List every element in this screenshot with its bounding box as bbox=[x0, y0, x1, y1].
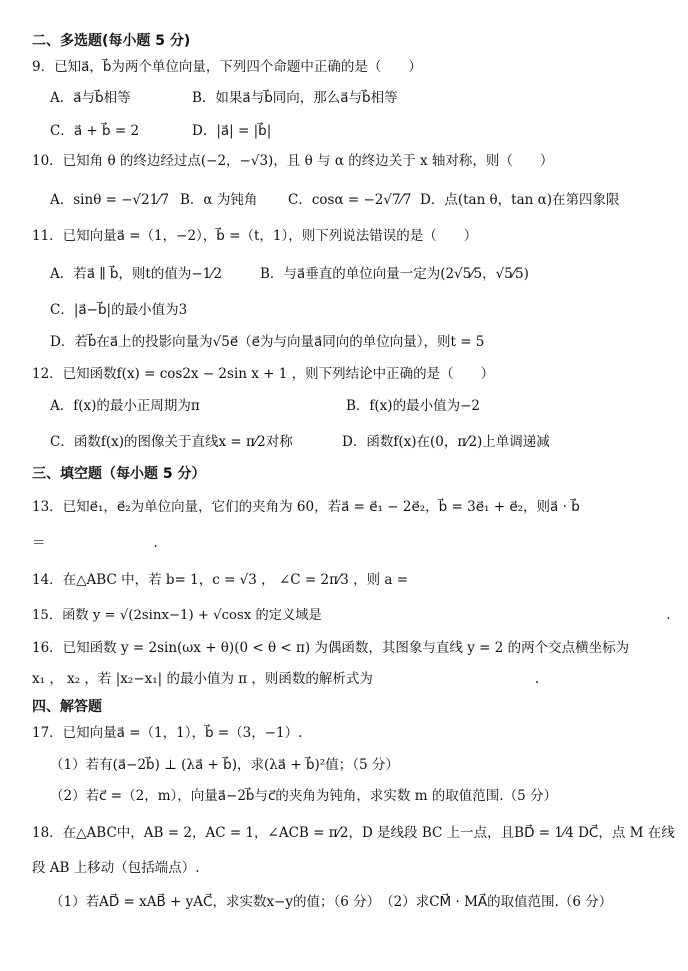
question-14: 14．在△ABC 中，若 b= 1，c = √3 ， ∠C = 2π⁄3 ，则 a = bbox=[32, 572, 409, 588]
question-9-option-a: A．a⃗与b⃗相等 bbox=[50, 90, 131, 106]
question-11-option-d: D．若b⃗在a⃗上的投影向量为√5e⃗（e⃗为与向量a⃗同向的单位向量），则t = 5 bbox=[50, 334, 485, 350]
question-9-option-b: B．如果a⃗与b⃗同向，那么a⃗与b⃗相等 bbox=[192, 90, 398, 106]
question-18-line2: 段 AB 上移动（包括端点）. bbox=[32, 860, 200, 876]
question-11-stem: 11．已知向量a⃗ =（1，−2），b⃗ =（t，1），则下列说法错误的是（ ） bbox=[32, 228, 478, 244]
question-18-parts: （1）若AD⃗ = xAB⃗ + yAC⃗，求实数x−y的值；（6 分） （2）求CM⃗ · MA⃗的取值范围.（6 分） bbox=[50, 894, 613, 910]
question-16-line2: x₁ ， x₂ ，若 |x₂−x₁| 的最小值为 π ，则函数的解析式为 . bbox=[32, 671, 540, 687]
question-11-option-b: B．与a⃗垂直的单位向量一定为(2√5⁄5，√5⁄5) bbox=[260, 266, 529, 282]
question-11-option-a: A．若a⃗ ∥ b⃗，则t的值为−1⁄2 bbox=[50, 266, 223, 282]
question-9-option-c: C．a⃗ + b⃗ = 2 bbox=[50, 123, 140, 139]
question-12-option-d: D．函数f(x)在(0，π⁄2)上单调递减 bbox=[342, 434, 550, 450]
section-fill-blank-title: 三、填空题（每小题 5 分） bbox=[32, 466, 206, 482]
question-10-option-b: B．α 为钝角 bbox=[180, 192, 258, 208]
question-12-option-c: C．函数f(x)的图像关于直线x = π⁄2对称 bbox=[50, 434, 293, 450]
question-9-option-d: D．|a⃗| = |b⃗| bbox=[192, 123, 272, 139]
question-16-line1: 16．已知函数 y = 2sin(ωx + θ)(0 < θ < π) 为偶函数，其图象与直线 y = 2 的两个交点横坐标为 bbox=[32, 640, 630, 656]
question-12-option-a: A．f(x)的最小正周期为π bbox=[50, 398, 200, 414]
question-13-line2: ＝ . bbox=[32, 535, 158, 551]
question-9-stem: 9．已知a⃗，b⃗为两个单位向量，下列四个命题中正确的是（ ） bbox=[32, 59, 422, 75]
question-17-part1: （1）若有(a⃗−2b⃗) ⊥ (λa⃗ + b⃗)，求(λa⃗ + b⃗)²值；（5 分） bbox=[50, 757, 399, 773]
question-10-option-a: A．sinθ = −√21⁄7 bbox=[50, 192, 170, 208]
question-11-option-c: C．|a⃗−b⃗|的最小值为3 bbox=[50, 302, 188, 318]
question-12-stem: 12．已知函数f(x) = cos2x − 2sin x + 1 ，则下列结论中正确的是（ ） bbox=[32, 366, 495, 382]
question-18-line1: 18．在△ABC中，AB = 2，AC = 1，∠ACB = π⁄2，D 是线段 BC 上一点，且BD⃗ = 1⁄4 DC⃗，点 M 在线 bbox=[32, 825, 675, 841]
section-solve-title: 四、解答题 bbox=[32, 699, 102, 715]
question-10-option-c: C．cosα = −2√7⁄7 bbox=[288, 192, 412, 208]
question-17-part2: （2）若c⃗ =（2，m），向量a⃗−2b⃗与c⃗的夹角为钝角，求实数 m 的取值范围.（5 分） bbox=[50, 788, 557, 804]
question-17-stem: 17．已知向量a⃗ =（1，1），b⃗ =（3，−1）. bbox=[32, 725, 303, 741]
question-10-stem: 10．已知角 θ 的终边经过点(−2，−√3)，且 θ 与 α 的终边关于 x 轴对称，则（ ） bbox=[32, 153, 554, 169]
question-13-line1: 13．已知e⃗₁，e⃗₂为单位向量，它们的夹角为 60，若a⃗ = e⃗₁ − 2e⃗₂，b⃗ = 3e⃗₁ + e⃗₂，则a⃗ · b⃗ bbox=[32, 499, 580, 515]
question-15: 15．函数 y = √(2sinx−1) + √cosx 的定义域是 . bbox=[32, 608, 671, 623]
question-12-option-b: B．f(x)的最小值为−2 bbox=[346, 398, 480, 414]
section-multi-choice-title: 二、多选题(每小题 5 分) bbox=[32, 33, 191, 49]
question-10-option-d: D．点(tan θ，tan α)在第四象限 bbox=[420, 192, 620, 208]
